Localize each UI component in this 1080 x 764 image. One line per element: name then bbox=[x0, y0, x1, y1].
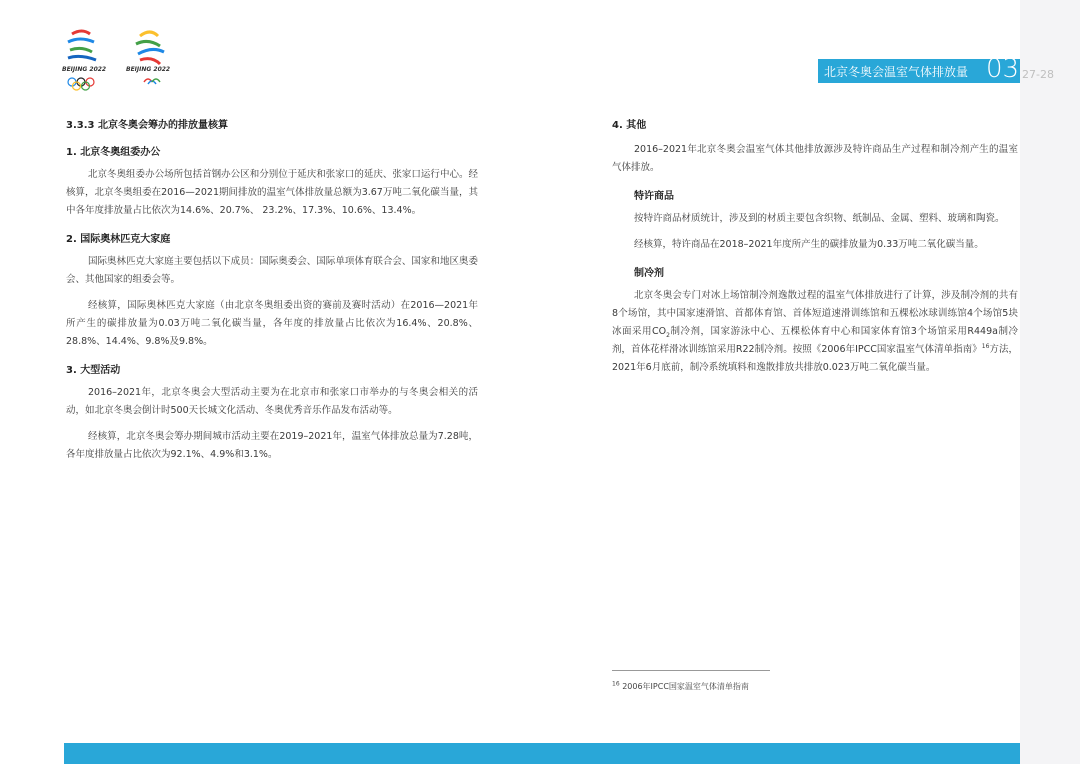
co2-subscript: 2 bbox=[666, 331, 670, 339]
refrigerant-text-b: 制冷剂，国家游泳中心、五棵松体育中心和国家体育馆3个场馆采用R449a制冷剂，首体花样滑冰训练馆采用R22制冷剂。按照《2006年IPCC国家温室气体清单指南》 bbox=[612, 326, 1018, 355]
paralympic-logo-text: BEIJING 2022 bbox=[126, 66, 171, 73]
footnote-reference[interactable]: 16 bbox=[981, 342, 990, 350]
section-3-paragraph-1: 2016–2021年，北京冬奥会大型活动主要为在北京市和张家口市举办的与冬奥会相关的活动，如北京冬奥会倒计时500天长城文化活动、冬奥优秀音乐作品发布活动等。 bbox=[66, 387, 478, 416]
refrigerant-paragraph bbox=[612, 287, 1018, 377]
footnote-text: 2006年IPCC国家温室气体清单指南 bbox=[622, 682, 749, 691]
bottom-accent-band bbox=[64, 743, 1020, 764]
footnote-divider bbox=[612, 670, 770, 671]
footnote bbox=[612, 681, 749, 692]
section-1-paragraph: 北京冬奥组委办公场所包括首钢办公区和分别位于延庆和张家口的延庆、张家口运行中心。经核算，北京冬奥组委在2016—2021期间排放的温室气体排放量总额为3.67万吨二氧化碳当量，其中各年度排放量占比依次为14.6%、20.7%、 23.2%、17.3%、10.6%、13.4%。 bbox=[66, 169, 478, 216]
page-edge-shade bbox=[1020, 0, 1080, 764]
refrigerant-text-a: 北京冬奥会专门对冰上场馆制冷剂逸散过程的温室气体排放进行了计算，涉及制冷剂的共有8个场馆，其中国家速滑馆、首都体育馆、首体短道速滑训练馆和五棵松冰球训练馆4个场馆5块冰面采用CO bbox=[612, 290, 1018, 337]
section-4-paragraph: 2016–2021年北京冬奥会温室气体其他排放源涉及特许商品生产过程和制冷剂产生的温室气体排放。 bbox=[612, 144, 1018, 173]
subsection-heading: 3.3.3 北京冬奥会筹办的排放量核算 bbox=[66, 120, 228, 131]
licensed-goods-title: 特许商品 bbox=[634, 191, 674, 202]
section-2-title: 2. 国际奥林匹克大家庭 bbox=[66, 234, 171, 245]
licensed-goods-paragraph-2: 经核算，特许商品在2018–2021年度所产生的碳排放量为0.33万吨二氧化碳当量。 bbox=[634, 239, 984, 250]
refrigerant-title: 制冷剂 bbox=[634, 268, 664, 279]
section-title: 北京冬奥会温室气体排放量 bbox=[824, 65, 969, 79]
section-2-paragraph-2: 经核算，国际奥林匹克大家庭（由北京冬奥组委出资的赛前及赛时活动）在2016—2021年所产生的碳排放量为0.03万吨二氧化碳当量，各年度的排放量占比依次为16.4%、20.8%、 28.8%、14.4%、9.8%及9.8%。 bbox=[66, 300, 478, 347]
section-2-paragraph-1: 国际奥林匹克大家庭主要包括以下成员：国际奥委会、国际单项体育联合会、国家和地区奥委会、其他国家的组委会等。 bbox=[66, 256, 478, 285]
left-column bbox=[66, 116, 478, 464]
beijing-2022-logos bbox=[60, 26, 180, 96]
right-column bbox=[612, 116, 1018, 377]
olympic-logo-text: BEIJING 2022 bbox=[62, 66, 107, 73]
olympic-emblem-icon bbox=[60, 26, 180, 96]
section-4-title: 4. 其他 bbox=[612, 120, 647, 131]
refrigerant-text-c: 方法，2021年6月底前，制冷系统填料和逸散排放共排放0.023万吨二氧化碳当量。 bbox=[612, 344, 1018, 373]
footnote-marker: 16 bbox=[612, 680, 620, 688]
section-1-title: 1. 北京冬奥组委办公 bbox=[66, 147, 161, 158]
section-3-paragraph-2: 经核算，北京冬奥会筹办期间城市活动主要在2019–2021年，温室气体排放总量为7.28吨，各年度排放量占比依次为92.1%、4.9%和3.1%。 bbox=[66, 431, 478, 460]
page-range: 27-28 bbox=[1022, 68, 1054, 81]
licensed-goods-paragraph-1: 按特许商品材质统计，涉及到的材质主要包含织物、纸制品、金属、塑料、玻璃和陶瓷。 bbox=[634, 213, 1005, 224]
section-3-title: 3. 大型活动 bbox=[66, 365, 121, 376]
section-number: 03 bbox=[986, 54, 1020, 84]
